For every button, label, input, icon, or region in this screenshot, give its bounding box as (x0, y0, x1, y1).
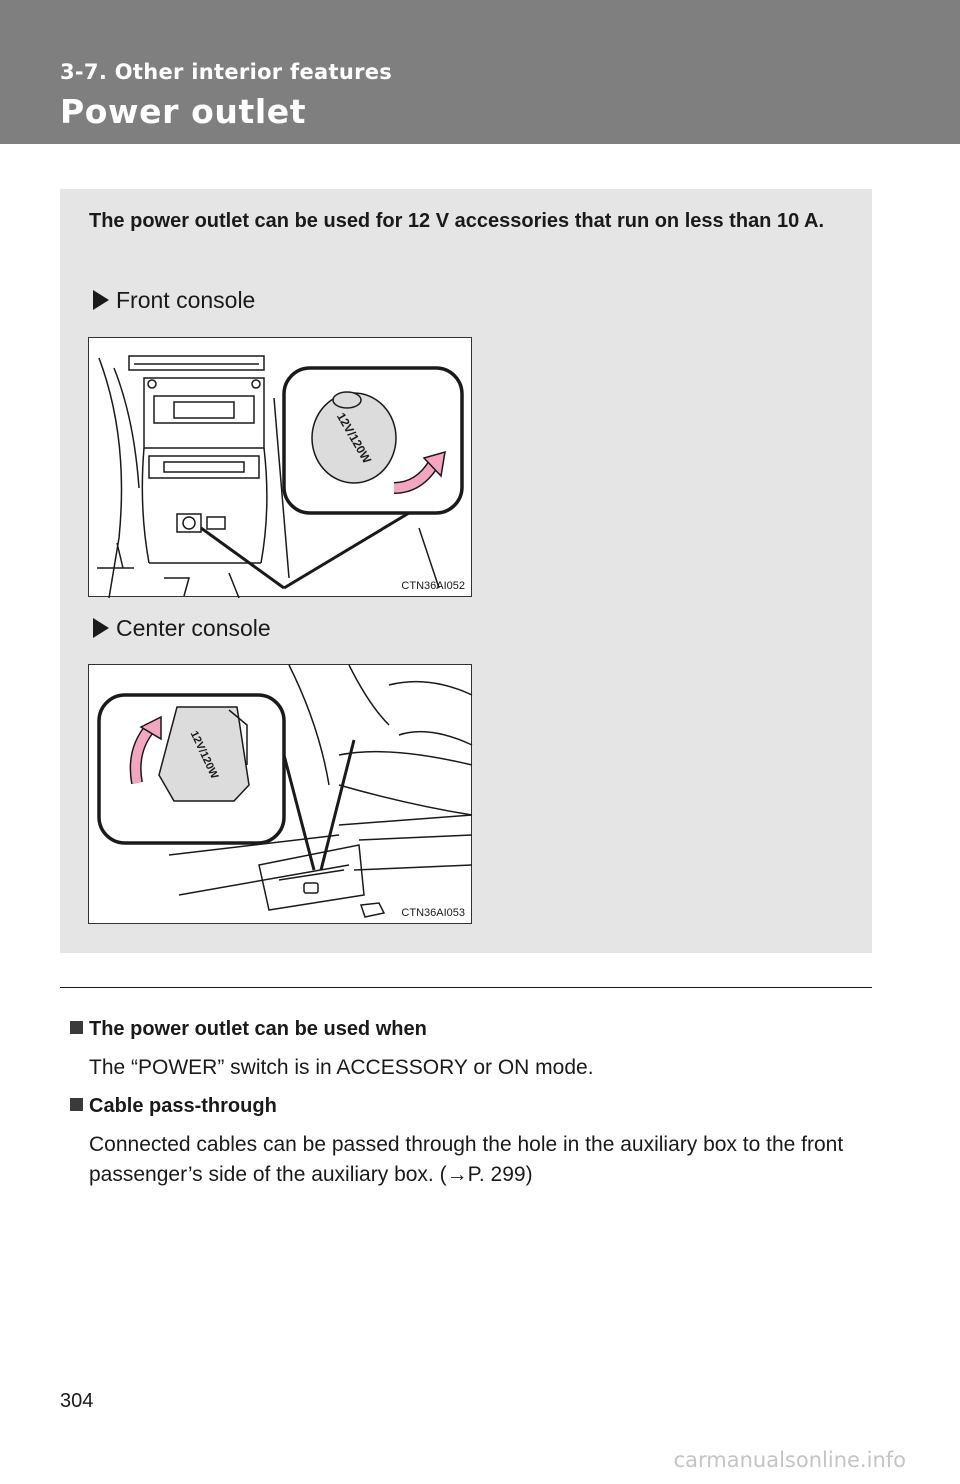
triangle-bullet-icon (93, 618, 109, 638)
intro-text: The power outlet can be used for 12 V accessories that run on less than 10 A. (89, 210, 825, 232)
outlet-marking: 12V/120W (333, 410, 375, 466)
location-label: Front console (116, 287, 256, 313)
section-label: 3-7. Other interior features (60, 60, 393, 84)
triangle-bullet-icon (93, 290, 109, 310)
front-console-illustration (88, 337, 472, 597)
square-bullet-icon (70, 1098, 83, 1111)
page-header (0, 0, 960, 144)
note-body: Connected cables can be passed through the hole in the auxiliary box to the front passenger’s side of the auxiliary box. (→P. 299) (89, 1133, 844, 1186)
center-console-illustration (88, 664, 472, 924)
section-divider (60, 987, 872, 988)
watermark: carmanualsonline.info (673, 1448, 906, 1472)
center-console-drawing (89, 665, 473, 925)
location-label: Center console (116, 615, 271, 641)
location-front-console (93, 287, 255, 314)
note-heading: Cable pass-through (70, 1095, 277, 1118)
note-heading: The power outlet can be used when (70, 1018, 427, 1041)
location-center-console (93, 615, 271, 642)
square-bullet-icon (70, 1021, 83, 1034)
page-title: Power outlet (60, 92, 307, 131)
note-body: The “POWER” switch is in ACCESSORY or ON mode. (89, 1056, 594, 1079)
figure-code: CTN36AI052 (401, 580, 465, 592)
page-number: 304 (60, 1390, 94, 1412)
front-console-drawing (89, 338, 473, 598)
outlet-marking: 12V/120W (187, 729, 221, 781)
figure-code: CTN36AI053 (401, 907, 465, 919)
